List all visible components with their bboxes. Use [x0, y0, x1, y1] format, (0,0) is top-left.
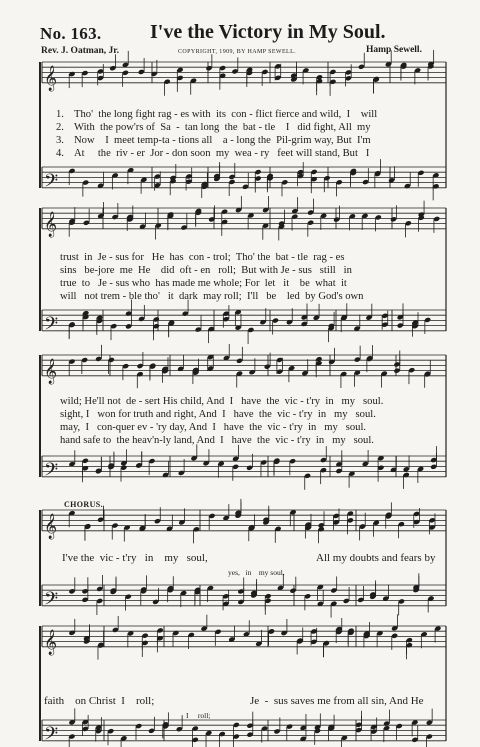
- composer-credit: Hamp Sewell.: [366, 45, 422, 55]
- clef-glyph: 𝄞: [44, 65, 58, 91]
- clef-glyph: 𝄞: [44, 513, 58, 539]
- clef-glyph: 𝄢: [44, 313, 59, 339]
- verse-line-3-cont: true to Je - sus who has made me whole; For let it be what it: [60, 278, 347, 289]
- verse-line-1-cont: trust in Je - sus for He has con - trol; Tho' the bat - tle rag - es: [60, 252, 345, 263]
- chorus-echo-1: yes, in my soul,: [228, 568, 285, 577]
- verse-line-2-cont: sins be-jore me He did oft - en roll; But with Je - sus still in: [60, 265, 352, 276]
- clef-glyph: 𝄢: [44, 170, 59, 196]
- clef-glyph: 𝄢: [44, 588, 59, 614]
- chorus-line-2-mid: Je - sus saves me from all sin, And He: [250, 695, 424, 707]
- chorus-line-1: I've the vic - t'ry in my soul,: [62, 552, 208, 564]
- hymn-title: I've the Victory in My Soul.: [150, 21, 386, 43]
- verse-line-3-end: may, I con-quer ev - 'ry day, And I have the vic - t'ry in my soul.: [60, 422, 367, 433]
- verse-line-4-cont: will not trem - ble tho' it dark may roll; I'll be led by God's own: [60, 291, 364, 302]
- clef-glyph: 𝄢: [44, 723, 59, 747]
- author-credit: Rev. J. Oatman, Jr.: [41, 46, 120, 56]
- clef-glyph: 𝄢: [44, 459, 59, 485]
- clef-glyph: 𝄞: [44, 358, 58, 384]
- verse-line-1-end: wild; He'll not de - sert His child, And I have the vic - t'ry in my soul.: [60, 396, 384, 407]
- verse-line-2: 2. With the pow'rs of Sa - tan long the bat - tle I did fight, All my: [56, 122, 371, 133]
- clef-glyph: 𝄞: [44, 211, 58, 237]
- chorus-line-1-end: All my doubts and fears by: [316, 552, 436, 564]
- verse-line-1: 1. Tho' the long fight rag - es with its con - flict fierce and wild, I will: [56, 109, 378, 120]
- verse-line-2-end: sight, I won for truth and right, And I have the vic - t'ry in my soul.: [60, 409, 376, 420]
- hymn-number: No. 163.: [40, 24, 102, 43]
- chorus-echo-2: I roll;: [186, 711, 211, 720]
- verse-line-4: 4. At the riv - er Jor - don soon my wea - ry feet will stand, But I: [56, 148, 370, 159]
- verse-line-3: 3. Now I meet temp-ta - tions all a - long the Pil-grim way, But I'm: [56, 135, 371, 146]
- verse-line-4-end: hand safe to the heav'n-ly land, And I have the vic - t'ry in my soul.: [60, 435, 374, 446]
- chorus-line-2: faith on Christ I roll;: [44, 695, 155, 707]
- copyright-notice: COPYRIGHT, 1909, BY HAMP SEWELL.: [178, 49, 297, 55]
- chorus-label: CHORUS.: [64, 500, 104, 509]
- clef-glyph: 𝄞: [44, 629, 58, 655]
